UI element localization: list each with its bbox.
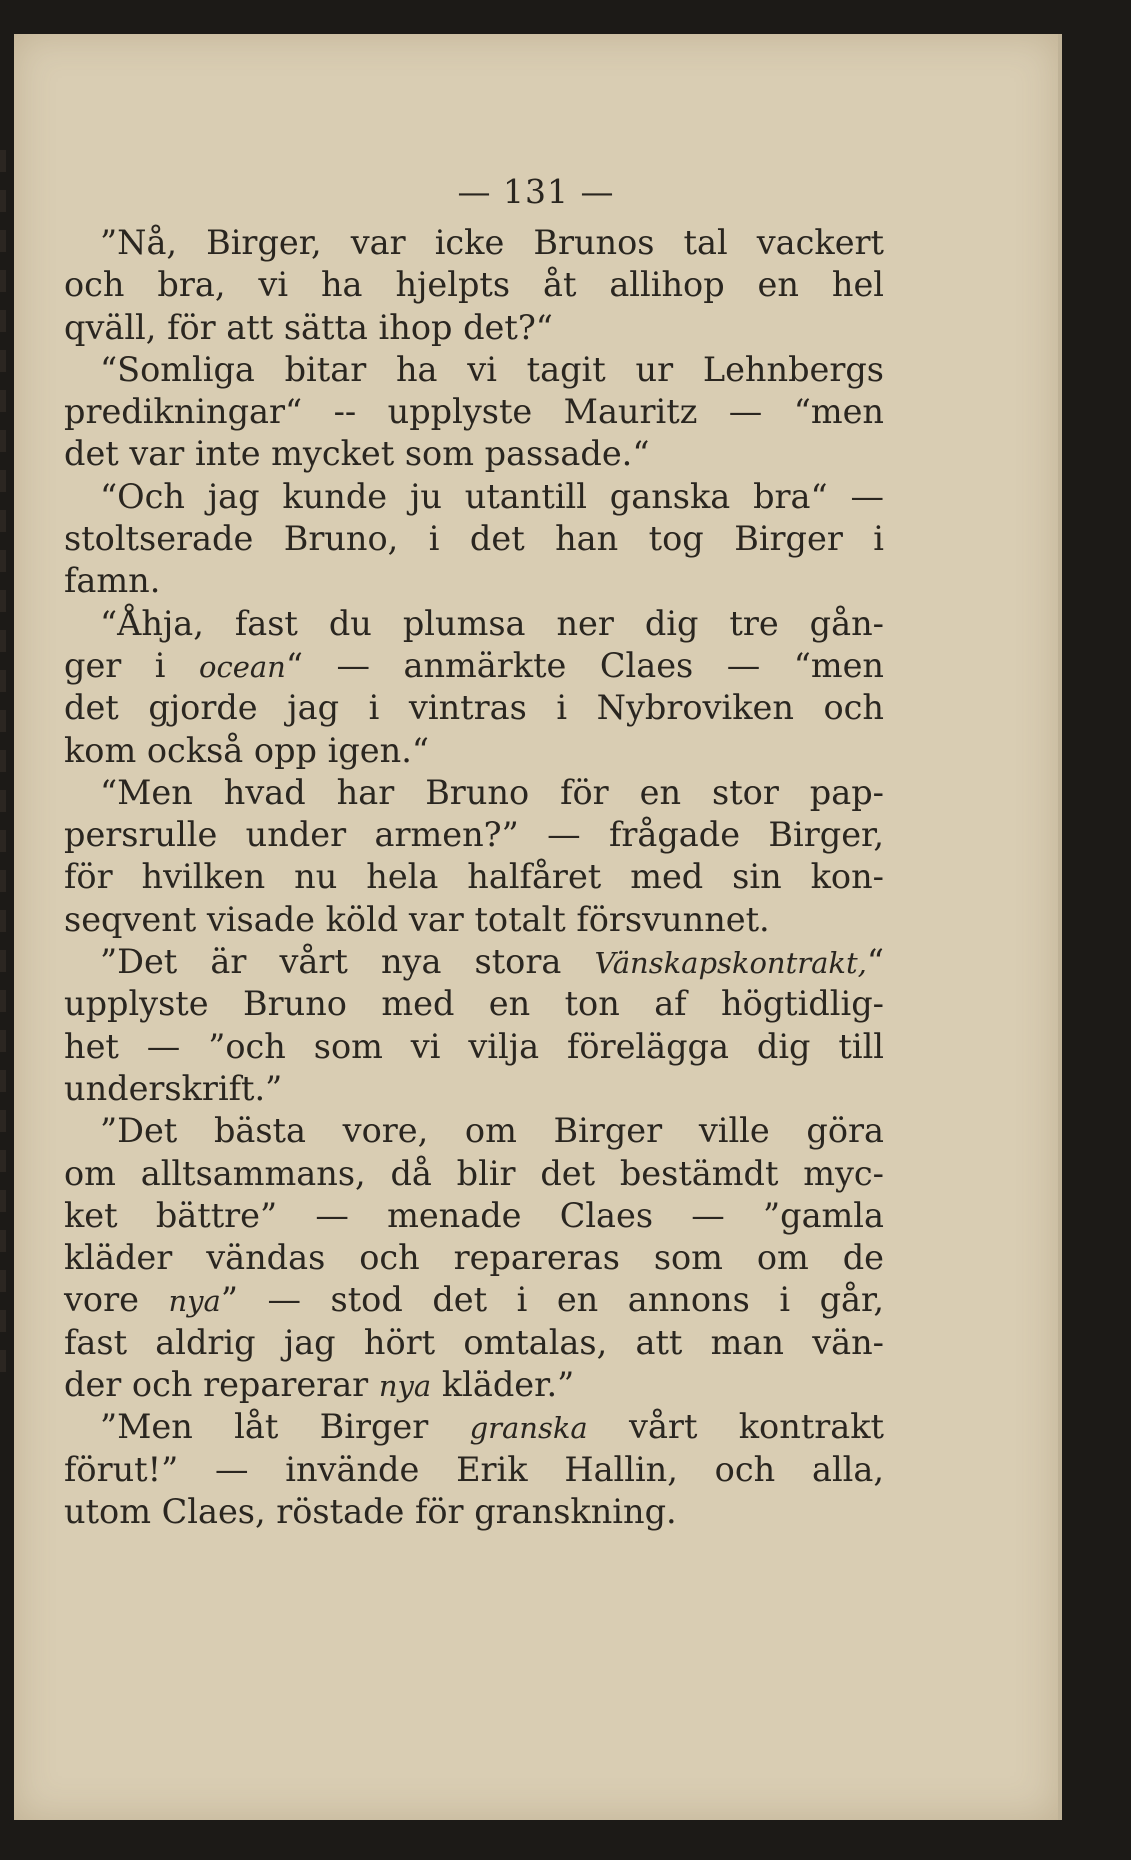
text-line-content: ket bättre” — menade Claes — ”gamla [64, 1195, 884, 1235]
text-line-content: “Åhja, fast du plumsa ner dig tre gån- [100, 603, 884, 643]
text-line [64, 222, 884, 264]
text-line-content: ”Nå, Birger, var icke Brunos tal vackert [100, 223, 884, 262]
text-line [64, 1279, 884, 1321]
text-line-continuation: vårt kontrakt [587, 1407, 884, 1447]
text-line [64, 1322, 884, 1364]
text-line-content: “Och jag kunde ju utantill ganska bra“ — [100, 476, 884, 516]
text-line [64, 1406, 884, 1448]
text-line-content: predikningar“ -- upplyste Mauritz — “men [64, 392, 884, 432]
text-line [64, 603, 884, 645]
text-line-content: “Men hvad har Bruno för en stor pap- [100, 772, 884, 812]
italic-word: ocean [199, 649, 286, 684]
text-line-content: ”Det bästa vore, om Birger ville göra [100, 1111, 884, 1151]
text-line [64, 349, 884, 391]
text-line-continuation: “ — anmärkte Claes — “men [285, 645, 885, 685]
text-line-content: det gjorde jag i vintras i Nybroviken och [64, 688, 884, 728]
book-page [14, 34, 1058, 1820]
text-line-content: utom Claes, röstade för granskning. [64, 1491, 677, 1531]
text-line [64, 1237, 884, 1279]
text-line-content: det var inte mycket som passade.“ [64, 434, 650, 474]
text-line [64, 899, 884, 941]
italic-word: nya [168, 1284, 221, 1319]
text-line [64, 476, 884, 518]
text-line-content: kom också opp igen.“ [64, 730, 429, 770]
text-line [64, 264, 884, 306]
text-line [64, 1195, 884, 1237]
text-line [64, 772, 884, 814]
text-line [64, 941, 884, 983]
text-line [64, 518, 884, 560]
text-line-content: kläder vändas och repareras som om de [64, 1238, 884, 1278]
text-line [64, 983, 884, 1025]
italic-word: Vänskapskontrakt, [594, 946, 867, 981]
text-line-content: förut!” — invände Erik Hallin, och alla, [64, 1449, 884, 1489]
text-line [64, 730, 884, 772]
text-line-content: upplyste Bruno med en ton af högtidlig- [64, 984, 884, 1024]
page-number: — 131 — [457, 172, 615, 211]
text-line [64, 687, 884, 729]
text-line-content: och bra, vi ha hjelpts åt allihop en hel [64, 265, 884, 305]
text-line-content: der och reparerar [64, 1365, 379, 1405]
text-line-content: qväll, för att sätta ihop det?“ [64, 307, 553, 347]
text-line [64, 856, 884, 898]
text-line [64, 1026, 884, 1068]
text-line [64, 1449, 884, 1491]
text-line [64, 1110, 884, 1152]
text-line [64, 1364, 884, 1406]
text-line [64, 814, 884, 856]
text-line-content: om alltsammans, då blir det bestämdt myc- [64, 1153, 884, 1193]
italic-word: nya [378, 1369, 432, 1404]
text-line-content: famn. [64, 561, 161, 601]
text-line [64, 1153, 884, 1195]
text-line-content: vore [64, 1280, 169, 1320]
body-text [64, 222, 884, 1533]
text-line [64, 391, 884, 433]
text-line [64, 1068, 884, 1110]
italic-word: granska [469, 1411, 588, 1446]
text-line-continuation: “ [866, 942, 884, 982]
text-line-content: seqvent visade köld var totalt försvunnet. [64, 899, 770, 939]
text-line-continuation: ” — stod det i en annons i går, [220, 1280, 884, 1320]
text-line-content: underskrift.” [64, 1068, 283, 1108]
text-line [64, 433, 884, 475]
text-line-content: för hvilken nu hela halfåret med sin kon- [64, 857, 884, 897]
page-edge [1058, 34, 1062, 1820]
text-line [64, 560, 884, 602]
text-line-content: stoltserade Bruno, i det han tog Birger i [64, 519, 884, 559]
previous-page-bleed [0, 150, 10, 1450]
text-line [64, 307, 884, 349]
text-line [64, 645, 884, 687]
text-line-continuation: kläder.” [431, 1365, 575, 1405]
text-line-content: ”Det är vårt nya stora [100, 942, 595, 982]
text-line-content: “Somliga bitar ha vi tagit ur Lehnbergs [100, 349, 884, 389]
text-line-content: persrulle under armen?” — frågade Birger, [64, 815, 884, 855]
text-line-content: ger i [64, 645, 200, 685]
text-line-content: het — ”och som vi vilja förelägga dig till [64, 1026, 884, 1066]
text-line-content: ”Men låt Birger [100, 1407, 470, 1447]
text-line-content: fast aldrig jag hört omtalas, att man vän- [64, 1322, 884, 1362]
text-line [64, 1491, 884, 1533]
